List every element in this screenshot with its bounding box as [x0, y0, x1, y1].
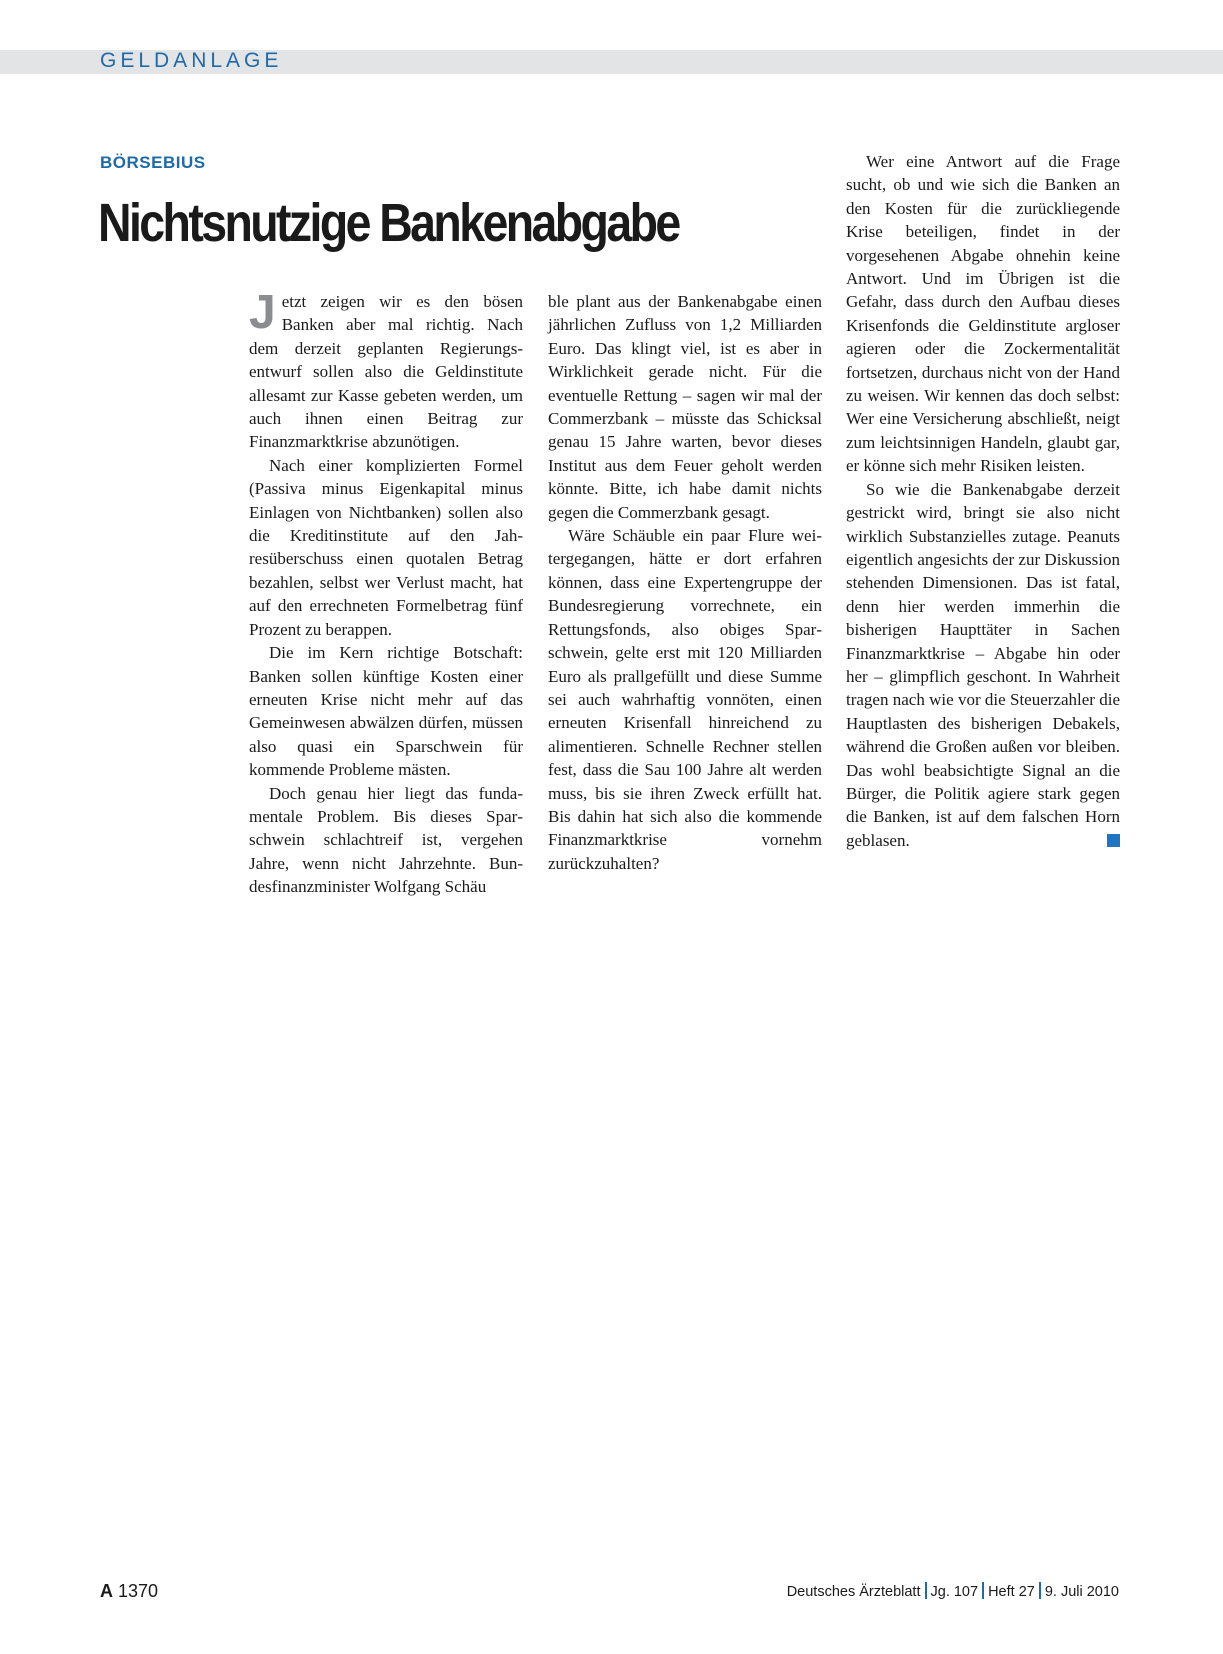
article-kicker: BÖRSEBIUS — [100, 153, 206, 172]
text-column-2 — [548, 290, 822, 875]
paragraph: Doch genau hier liegt das fundamentale Problem. Bis dieses Sparschwein schlachtreif ist, vergehen Jahre, wenn nicht Jahrzehnte. Bundesfinanzminister Wolfgang Schäu — [249, 783, 523, 897]
text-column-1 — [249, 286, 523, 899]
page-number-value: 1370 — [118, 1581, 159, 1601]
page-number — [100, 1580, 158, 1602]
dropcap: J — [249, 286, 276, 339]
paragraph-text: So wie die Bankenabgabe derzeit gestrickt wird, bringt sie also nicht wirklich Substanzielles zutage. Peanuts eigentlich angesichts der zur Diskussion stehenden Dimensionen. Das ist fatal, denn hier werden immerhin die bisherigen Haupttäter in Sachen Finanzmarktkrise – Abgabe hin oder her – glimpflich geschont. In Wahrheit tragen nach wie vor die Steuerzahler die Hauptlasten des bisherigen Debakels, während die Großen außen vor bleiben. Das wohl beabsichtigte Signal an die Bürger, die Politik agiere stark gegen die Banken, ist auf dem falschen Horn geblasen. — [846, 479, 1120, 850]
volume: Jg. 107 — [930, 1584, 979, 1600]
paragraph: Wäre Schäuble ein paar Flure weitergegangen, hätte er dort erfahren können, dass eine Expertengruppe der Bundesregierung vorrechnete, ein Rettungsfonds, also obiges Sparschwein, gelte erst mit 120 Milliarden Euro als prallgefüllt und diese Summe sei auch wahrhaftig vonnöten, einen erneuten Krisenfall hinreichend zu alimentieren. Schnelle Rechner stellen fest, dass die Sau 100 Jahre alt werden muss, bis sie ihren Zweck erfüllt hat. Bis dahin hat sich also die kommende Finanzmarktkrise vornehm zurückzuhalten? — [548, 526, 822, 873]
paragraph: Wer eine Antwort auf die Frage sucht, ob und wie sich die Banken an den Kosten für die zurückliegende Krise beteiligen, findet in der vorgesehenen Abgabe ohnehin keine Antwort. Und im Übrigen ist die Gefahr, dass durch den Aufbau dieses Krisenfonds die Geldinstitute argloser agieren oder die Zockermentalität fortsetzen, durchaus nicht von der Hand zu weisen. Wir kennen das doch selbst: Wer eine Versicherung abschließt, neigt zum leichtsinnigen Handeln, glaubt gar, er könne sich mehr Risiken leisten. — [846, 152, 1120, 476]
separator — [982, 1582, 984, 1599]
journal-name: Deutsches Ärzteblatt — [786, 1584, 921, 1600]
paragraph: Die im Kern richtige Botschaft: Banken sollen künftige Kosten einer erneuten Krise nicht mehr auf das Gemeinwesen abwälzen dürfen, müssen also quasi ein Sparschwein für kommende Probleme mästen. — [249, 643, 523, 780]
issue-date: 9. Juli 2010 — [1044, 1584, 1119, 1600]
text-column-3 — [846, 150, 1120, 852]
paragraph: Nach einer komplizierten Formel (Passiva minus Eigenkapital minus Einlagen von Nichtbanken) sollen also die Kreditinstitute auf den Jahresüberschuss einen quotalen Betrag bezahlen, selbst wer Verlust macht, hat auf den errechneten Formelbetrag fünf Prozent zu berappen. — [249, 455, 523, 639]
article-title: Nichtsnutzige Bankenabgabe — [98, 193, 679, 253]
paragraph: ble plant aus der Bankenabgabe einen jährlichen Zufluss von 1,2 Milliarden Euro. Das klingt viel, ist es aber in Wirklichkeit gerade nicht. Für die eventuelle Rettung – sagen wir mal der Commerzbank – müsste das Schicksal genau 15 Jahre warten, bevor dieses Institut aus dem Feuer geholt werden könnte. Bitte, ich habe damit nichts gegen die Commerzbank gesagt. — [548, 292, 822, 522]
page-letter: A — [100, 1581, 113, 1601]
separator — [925, 1582, 927, 1599]
end-of-article-icon — [1107, 834, 1120, 847]
paragraph — [846, 478, 1120, 853]
footer-publication-info — [787, 1582, 1119, 1602]
paragraph-text: etzt zeigen wir es den bösen Banken aber mal richtig. Nach dem derzeit geplanten Regierungsentwurf sollen also die Geldinstitute allesamt zur Kasse gebeten werden, um auch ihnen einen Beitrag zur Finanzmarktkrise abzunötigen. — [249, 292, 523, 452]
separator — [1039, 1582, 1041, 1599]
section-label: GELDANLAGE — [100, 49, 283, 72]
issue: Heft 27 — [988, 1584, 1035, 1600]
paragraph — [249, 286, 523, 454]
